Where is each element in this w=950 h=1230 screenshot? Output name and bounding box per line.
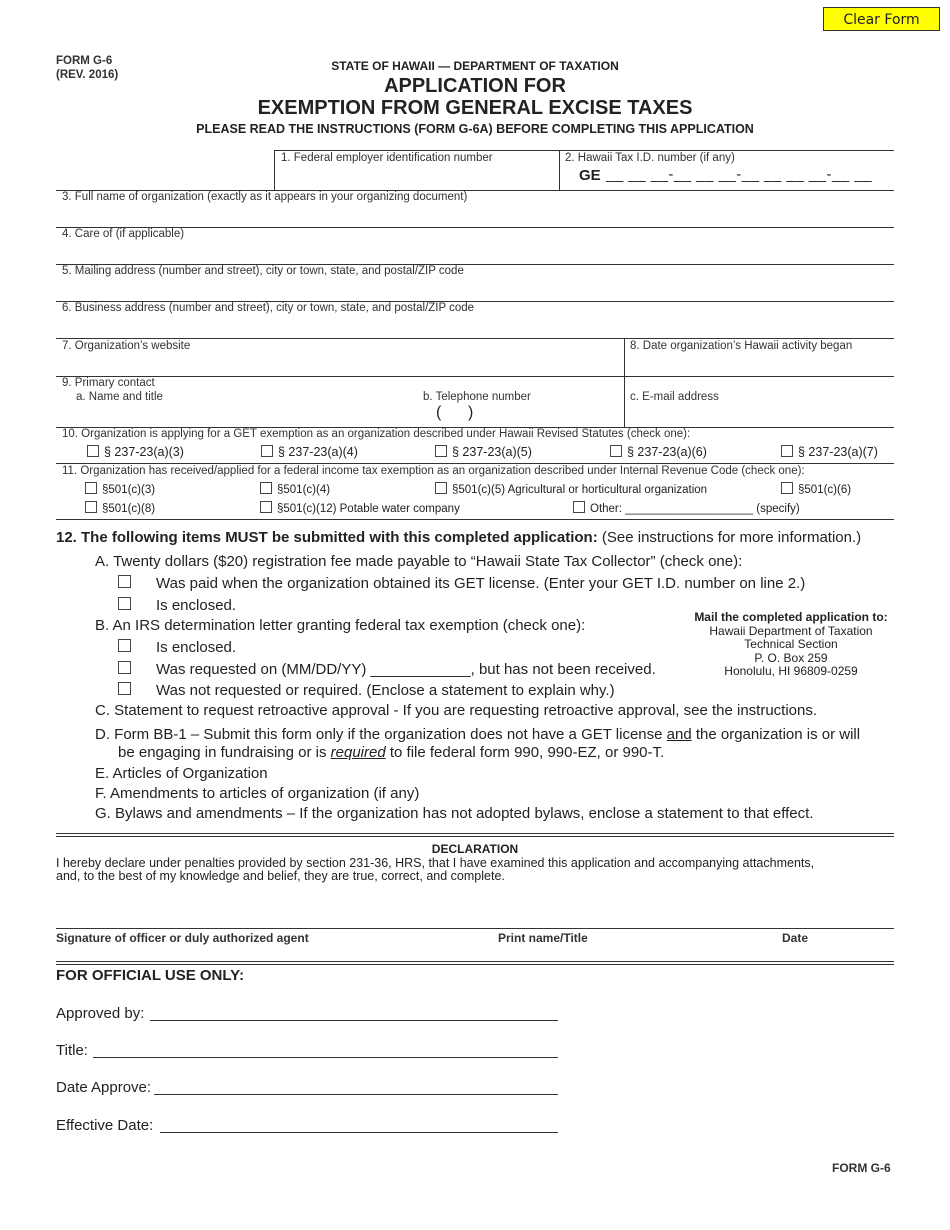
checkbox[interactable]	[118, 575, 131, 588]
item-12a-option-paid[interactable]	[118, 575, 131, 593]
checkbox[interactable]	[260, 501, 272, 513]
item-12g: G. Bylaws and amendments – If the organization has not adopted bylaws, enclose a statement to that effect.	[95, 805, 814, 822]
mail-line-2: Technical Section	[744, 637, 838, 651]
org-name-label: 3. Full name of organization (exactly as it appears in your organizing document)	[62, 191, 468, 203]
item-12b-option-not-requested[interactable]	[118, 682, 131, 700]
effective-date-field[interactable]	[160, 1132, 558, 1133]
item-12a: A. Twenty dollars ($20) registration fee made payable to “Hawaii State Tax Collector” (check one):	[95, 553, 743, 570]
checkbox[interactable]	[781, 482, 793, 494]
date-label: Date	[782, 931, 809, 945]
footer-form-id: FORM G-6	[832, 1161, 891, 1175]
clear-form-button[interactable]: Clear Form	[823, 7, 940, 31]
mail-line-1: Hawaii Department of Taxation	[709, 623, 873, 638]
contact-name-label: a. Name and title	[76, 391, 163, 403]
item-12b-requested-text: Was requested on (MM/DD/YY) ____________, but has not been received.	[156, 661, 656, 678]
checkbox[interactable]	[435, 482, 447, 494]
option-501c3[interactable]: §501(c)(3)	[85, 482, 155, 496]
option-237-23-a3[interactable]: § 237-23(a)(3)	[87, 445, 184, 459]
telephone-label: b. Telephone number	[423, 391, 531, 403]
hawaii-tax-id-label: 2. Hawaii Tax I.D. number (if any)	[565, 152, 735, 164]
mail-line-3: P. O. Box 259	[754, 650, 828, 665]
agency-name: STATE OF HAWAII — DEPARTMENT OF TAXATION	[331, 59, 619, 73]
item-12b-enclosed-text: Is enclosed.	[156, 639, 237, 656]
option-501c5[interactable]: §501(c)(5) Agricultural or horticultural organization	[435, 482, 707, 496]
item-12c: C. Statement to request retroactive approval - If you are requesting retroactive approval, see the instructions.	[95, 702, 818, 719]
item-12b: B. An IRS determination letter granting federal tax exemption (check one):	[95, 617, 586, 634]
checkbox[interactable]	[260, 482, 272, 494]
checkbox[interactable]	[118, 597, 131, 610]
website-label: 7. Organization’s website	[62, 340, 191, 352]
checkbox[interactable]	[610, 445, 622, 457]
checkbox[interactable]	[118, 682, 131, 695]
get-exemption-label: 10. Organization is applying for a GET exemption as an organization described under Hawaii Revised Statutes (check one):	[62, 428, 691, 440]
tax-id-input[interactable]: __ __ __-__ __ __-__ __ __ __-__ __	[606, 166, 873, 183]
checkbox[interactable]	[118, 639, 131, 652]
signature-label: Signature of officer or duly authorized agent	[56, 931, 309, 945]
activity-date-label: 8. Date organization’s Hawaii activity began	[630, 340, 853, 352]
mailing-address-label: 5. Mailing address (number and street), city or town, state, and postal/ZIP code	[62, 265, 464, 277]
mail-title: Mail the completed application to:	[694, 610, 888, 624]
checkbox[interactable]	[781, 445, 793, 457]
mailing-instructions	[691, 611, 891, 679]
federal-exemption-label: 11. Organization has received/applied for a federal income tax exemption as an organization described under Internal Revenue Code (check one):	[62, 465, 805, 477]
item-12e: E. Articles of Organization	[95, 765, 268, 782]
checkbox[interactable]	[85, 482, 97, 494]
approved-by-field[interactable]	[150, 1020, 558, 1021]
official-title-field[interactable]	[93, 1057, 558, 1058]
option-237-23-a7[interactable]: § 237-23(a)(7)	[781, 445, 878, 459]
tax-id-prefix: GE	[579, 167, 601, 184]
primary-contact-label: 9. Primary contact	[62, 377, 155, 389]
mail-line-4: Honolulu, HI 96809-0259	[724, 664, 858, 678]
option-237-23-a5[interactable]: § 237-23(a)(5)	[435, 445, 532, 459]
checkbox[interactable]	[85, 501, 97, 513]
option-237-23-a4[interactable]: § 237-23(a)(4)	[261, 445, 358, 459]
checkbox[interactable]	[118, 661, 131, 674]
title-line-2: EXEMPTION FROM GENERAL EXCISE TAXES	[257, 97, 693, 119]
form-revision: (REV. 2016)	[56, 69, 119, 81]
item-12d-continued: be engaging in fundraising or is required to file federal form 990, 990-EZ, or 990-T.	[118, 744, 665, 761]
checkbox[interactable]	[87, 445, 99, 457]
checkbox[interactable]	[261, 445, 273, 457]
care-of-label: 4. Care of (if applicable)	[62, 228, 185, 240]
form-id: FORM G-6	[56, 55, 113, 67]
option-501c12[interactable]: §501(c)(12) Potable water company	[260, 501, 460, 515]
checkbox[interactable]	[435, 445, 447, 457]
declaration-title: DECLARATION	[431, 842, 519, 856]
option-501c8[interactable]: §501(c)(8)	[85, 501, 155, 515]
item-12a-paid-text: Was paid when the organization obtained its GET license. (Enter your GET I.D. number on line 2.)	[156, 575, 806, 592]
item-12b-option-enclosed[interactable]	[118, 639, 131, 657]
effective-date-label: Effective Date:	[56, 1117, 154, 1134]
option-other[interactable]: Other: ____________________ (specify)	[573, 501, 800, 515]
business-address-label: 6. Business address (number and street), city or town, state, and postal/ZIP code	[62, 302, 475, 314]
title-line-1: APPLICATION FOR	[384, 75, 566, 97]
item-12a-enclosed-text: Is enclosed.	[156, 597, 237, 614]
declaration-text: I hereby declare under penalties provided by section 231-36, HRS, that I have examined this application and accompanying attachments, and, to the best of my knowledge and belief, they are true, correct, and complete.	[56, 856, 815, 883]
official-use-title: FOR OFFICIAL USE ONLY:	[56, 967, 245, 984]
item-12d: D. Form BB-1 – Submit this form only if the organization does not have a GET license and the organization is or will	[95, 726, 861, 743]
option-501c6[interactable]: §501(c)(6)	[781, 482, 851, 496]
item-12f: F. Amendments to articles of organization (if any)	[95, 785, 420, 802]
official-title-label: Title:	[56, 1042, 88, 1059]
telephone-area-code[interactable]: ( )	[436, 404, 474, 421]
item-12a-option-enclosed[interactable]	[118, 597, 131, 615]
date-approve-label: Date Approve:	[56, 1079, 152, 1096]
item-12b-option-requested[interactable]	[118, 661, 131, 679]
federal-ein-label: 1. Federal employer identification number	[281, 152, 493, 164]
option-237-23-a6[interactable]: § 237-23(a)(6)	[610, 445, 707, 459]
item-12-heading: 12. The following items MUST be submitted with this completed application: (See instructions for more information.)	[56, 529, 862, 546]
date-approve-field[interactable]	[154, 1094, 558, 1095]
email-label: c. E-mail address	[630, 391, 719, 403]
item-12b-not-requested-text: Was not requested or required. (Enclose a statement to explain why.)	[156, 682, 615, 699]
print-name-label: Print name/Title	[498, 931, 588, 945]
instruction-banner: PLEASE READ THE INSTRUCTIONS (FORM G-6A) BEFORE COMPLETING THIS APPLICATION	[196, 122, 754, 136]
checkbox[interactable]	[573, 501, 585, 513]
option-501c4[interactable]: §501(c)(4)	[260, 482, 330, 496]
approved-by-label: Approved by:	[56, 1005, 145, 1022]
